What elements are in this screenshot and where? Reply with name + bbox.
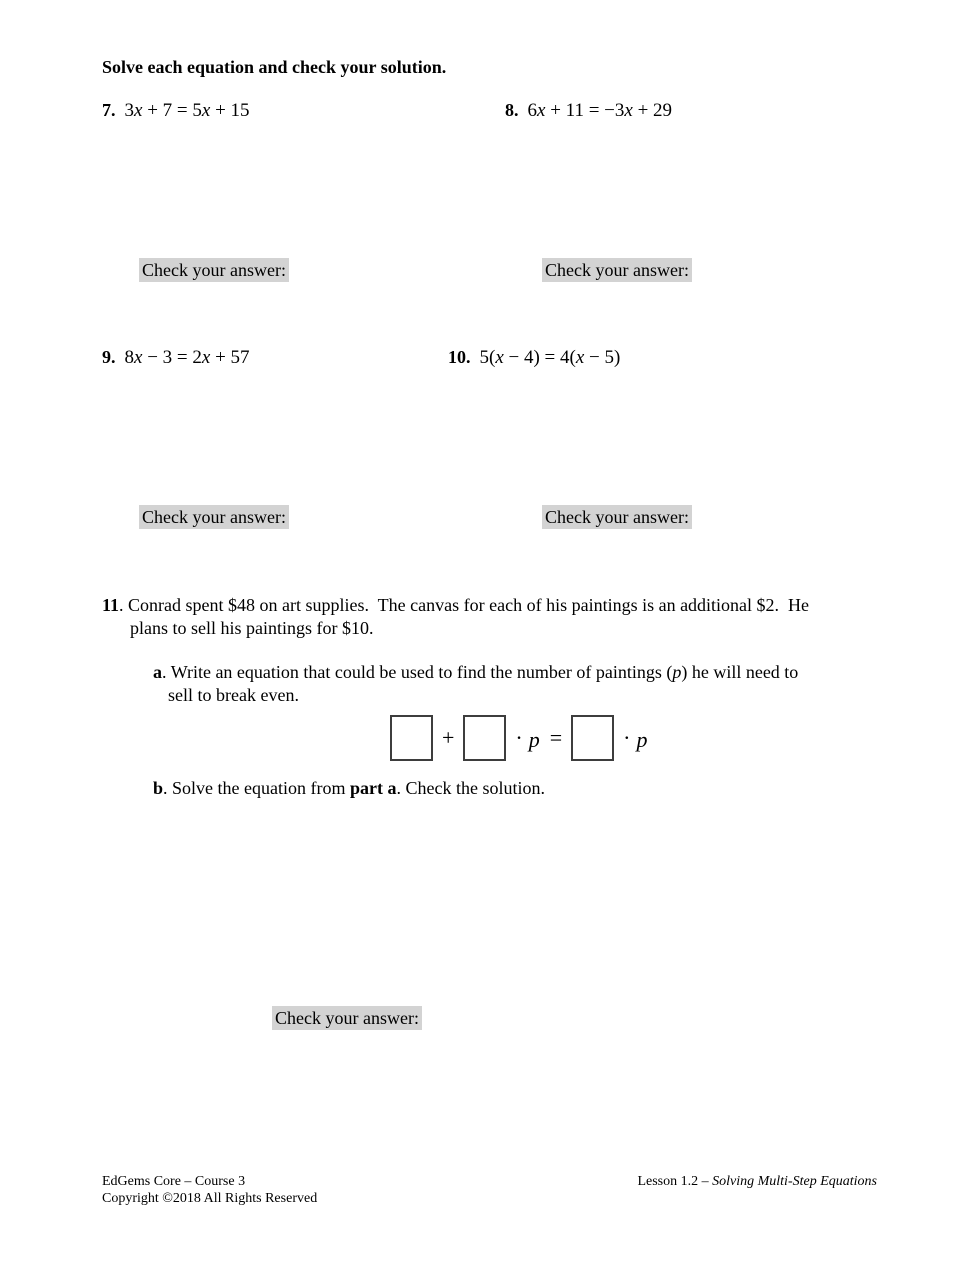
check-answer-label-11: Check your answer:	[272, 1006, 422, 1030]
problem-7	[102, 100, 250, 122]
plus-sign: +	[442, 725, 455, 750]
check-answer-label-8: Check your answer:	[542, 258, 692, 282]
problem-11-line2: plans to sell his paintings for $10.	[130, 617, 374, 638]
multiplication-dot-2: ·	[623, 725, 631, 750]
part-b-label: b	[153, 778, 164, 798]
problem-11-part-a	[153, 661, 873, 706]
equation-blank-box-2[interactable]	[463, 715, 506, 761]
problem-9	[102, 347, 250, 369]
footer-course-name: EdGems Core – Course 3	[102, 1174, 246, 1189]
footer-copyright: Copyright ©2018 All Rights Reserved	[102, 1190, 318, 1206]
problem-8-equation: 6x + 11 = −3x + 29	[527, 100, 673, 121]
problem-10-number: 10.	[448, 347, 471, 367]
equation-template	[390, 713, 648, 763]
problem-11	[102, 594, 892, 639]
equation-blank-box-3[interactable]	[571, 715, 614, 761]
equation-blank-box-1[interactable]	[390, 715, 433, 761]
instruction-text: Solve each equation and check your solution.	[102, 57, 447, 77]
problem-10-equation: 5(x − 4) = 4(x − 5)	[479, 347, 621, 368]
problem-7-number: 7.	[102, 100, 116, 120]
problem-8	[505, 100, 672, 122]
part-b-text: . Solve the equation from part a. Check the solution.	[163, 778, 545, 798]
problem-11-part-b	[153, 778, 545, 799]
check-answer-label-7: Check your answer:	[139, 258, 289, 282]
variable-p-1: p	[528, 727, 540, 752]
problem-11-number: 11	[102, 595, 120, 615]
check-answer-label-9: Check your answer:	[139, 505, 289, 529]
multiplication-dot-1: ·	[515, 725, 523, 750]
footer-left	[102, 1174, 317, 1207]
problem-7-equation: 3x + 7 = 5x + 15	[124, 100, 250, 121]
equals-sign: =	[549, 725, 563, 750]
problem-10	[448, 347, 620, 369]
problem-9-equation: 8x − 3 = 2x + 57	[124, 347, 250, 368]
part-a-line1: a. Write an equation that could be used to find the number of paintings (p) he will need to	[153, 662, 799, 682]
variable-p-2: p	[636, 727, 648, 752]
footer-lesson-title: Lesson 1.2 – Solving Multi-Step Equations	[637, 1174, 877, 1189]
check-answer-label-10: Check your answer:	[542, 505, 692, 529]
part-a-line2: sell to break even.	[168, 684, 299, 705]
problem-9-number: 9.	[102, 347, 116, 367]
problem-8-number: 8.	[505, 100, 519, 120]
problem-11-line1: 11. Conrad spent $48 on art supplies. The canvas for each of his paintings is an additional $2. He	[102, 595, 810, 615]
part-a-label: a	[153, 662, 162, 682]
